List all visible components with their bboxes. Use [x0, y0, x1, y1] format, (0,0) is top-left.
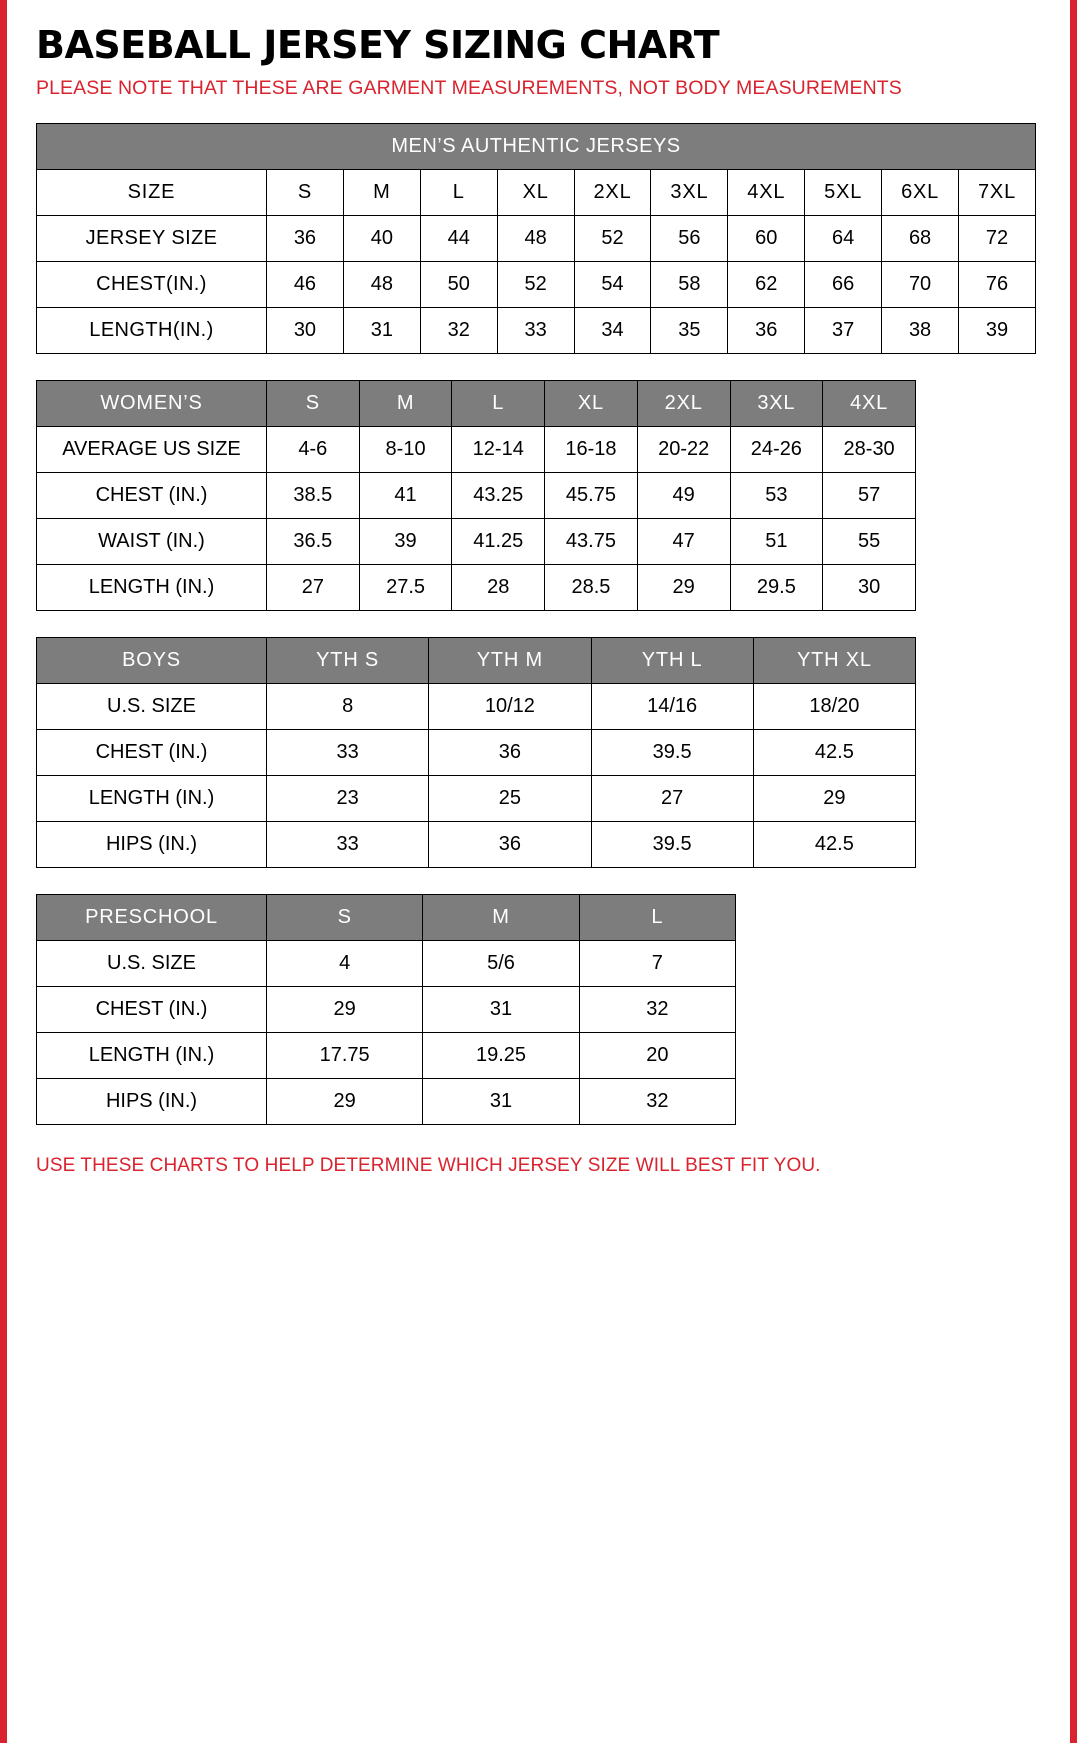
- table-cell: 47: [637, 518, 730, 564]
- table-cell: 28.5: [545, 564, 638, 610]
- boys-sizing-table: [36, 637, 916, 868]
- table-cell: 27.5: [359, 564, 452, 610]
- womens-size-l: L: [452, 380, 545, 426]
- table-row: [37, 472, 916, 518]
- table-cell: 36: [429, 821, 591, 867]
- table-cell: 37: [805, 307, 882, 353]
- table-cell: 27: [591, 775, 753, 821]
- table-cell: 41.25: [452, 518, 545, 564]
- mens-header-row: [37, 169, 1036, 215]
- table-row: [37, 729, 916, 775]
- boys-row-label-length: LENGTH (IN.): [37, 775, 267, 821]
- boys-row-label-chest: CHEST (IN.): [37, 729, 267, 775]
- table-cell: 30: [267, 307, 344, 353]
- table-cell: 39: [359, 518, 452, 564]
- table-cell: 30: [823, 564, 916, 610]
- mens-size-4xl: 4XL: [728, 169, 805, 215]
- table-row: [37, 683, 916, 729]
- mens-row-label-jersey-size: JERSEY SIZE: [37, 215, 267, 261]
- table-cell: 68: [882, 215, 959, 261]
- table-cell: 16-18: [545, 426, 638, 472]
- table-cell: 39: [959, 307, 1036, 353]
- womens-sizing-table: [36, 380, 916, 611]
- table-cell: 42.5: [753, 729, 915, 775]
- table-row: [37, 1032, 736, 1078]
- table-cell: 20: [579, 1032, 735, 1078]
- table-cell: 43.25: [452, 472, 545, 518]
- table-row: [37, 426, 916, 472]
- mens-size-label: SIZE: [37, 169, 267, 215]
- boys-size-yth-l: YTH L: [591, 637, 753, 683]
- table-cell: 57: [823, 472, 916, 518]
- table-cell: 8: [267, 683, 429, 729]
- table-cell: 23: [267, 775, 429, 821]
- womens-row-label-average-us-size: AVERAGE US SIZE: [37, 426, 267, 472]
- table-cell: 32: [420, 307, 497, 353]
- preschool-size-m: M: [423, 894, 579, 940]
- womens-size-3xl: 3XL: [730, 380, 823, 426]
- table-cell: 52: [497, 261, 574, 307]
- womens-header-label: WOMEN’S: [37, 380, 267, 426]
- table-cell: 64: [805, 215, 882, 261]
- womens-header-row: [37, 380, 916, 426]
- table-cell: 32: [579, 986, 735, 1032]
- table-cell: 29: [637, 564, 730, 610]
- mens-size-m: M: [343, 169, 420, 215]
- table-cell: 53: [730, 472, 823, 518]
- table-cell: 44: [420, 215, 497, 261]
- mens-size-3xl: 3XL: [651, 169, 728, 215]
- table-cell: 66: [805, 261, 882, 307]
- table-cell: 48: [343, 261, 420, 307]
- boys-size-yth-s: YTH S: [267, 637, 429, 683]
- table-cell: 25: [429, 775, 591, 821]
- preschool-header-label: PRESCHOOL: [37, 894, 267, 940]
- mens-sizing-table: [36, 123, 1036, 354]
- table-cell: 17.75: [267, 1032, 423, 1078]
- table-cell: 56: [651, 215, 728, 261]
- womens-size-2xl: 2XL: [637, 380, 730, 426]
- table-row: [37, 986, 736, 1032]
- table-cell: 39.5: [591, 821, 753, 867]
- table-cell: 40: [343, 215, 420, 261]
- mens-size-xl: XL: [497, 169, 574, 215]
- table-cell: 31: [423, 986, 579, 1032]
- table-row: [37, 1078, 736, 1124]
- table-cell: 49: [637, 472, 730, 518]
- preschool-header-row: [37, 894, 736, 940]
- table-cell: 55: [823, 518, 916, 564]
- table-cell: 4: [267, 940, 423, 986]
- table-cell: 28: [452, 564, 545, 610]
- table-cell: 38.5: [267, 472, 360, 518]
- boys-row-label-hips: HIPS (IN.): [37, 821, 267, 867]
- table-cell: 45.75: [545, 472, 638, 518]
- table-cell: 48: [497, 215, 574, 261]
- table-cell: 62: [728, 261, 805, 307]
- table-cell: 28-30: [823, 426, 916, 472]
- boys-row-label-us-size: U.S. SIZE: [37, 683, 267, 729]
- footer-note: USE THESE CHARTS TO HELP DETERMINE WHICH JERSEY SIZE WILL BEST FIT YOU.: [36, 1154, 821, 1176]
- table-cell: 43.75: [545, 518, 638, 564]
- table-cell: 20-22: [637, 426, 730, 472]
- mens-size-7xl: 7XL: [959, 169, 1036, 215]
- measurement-note: PLEASE NOTE THAT THESE ARE GARMENT MEASUREMENTS, NOT BODY MEASUREMENTS: [36, 76, 902, 99]
- table-cell: 46: [267, 261, 344, 307]
- table-cell: 36: [728, 307, 805, 353]
- preschool-sizing-table: [36, 894, 736, 1125]
- womens-row-label-length: LENGTH (IN.): [37, 564, 267, 610]
- table-cell: 33: [497, 307, 574, 353]
- table-cell: 12-14: [452, 426, 545, 472]
- mens-size-6xl: 6XL: [882, 169, 959, 215]
- table-cell: 35: [651, 307, 728, 353]
- table-row: [37, 518, 916, 564]
- womens-row-label-chest: CHEST (IN.): [37, 472, 267, 518]
- table-cell: 51: [730, 518, 823, 564]
- table-cell: 7: [579, 940, 735, 986]
- table-cell: 29: [267, 1078, 423, 1124]
- table-row: [37, 261, 1036, 307]
- womens-row-label-waist: WAIST (IN.): [37, 518, 267, 564]
- preschool-size-l: L: [579, 894, 735, 940]
- table-row: [37, 775, 916, 821]
- table-cell: 72: [959, 215, 1036, 261]
- table-cell: 18/20: [753, 683, 915, 729]
- table-row: [37, 564, 916, 610]
- mens-size-2xl: 2XL: [574, 169, 651, 215]
- table-row: [37, 215, 1036, 261]
- mens-band-row: [37, 123, 1036, 169]
- table-cell: 29.5: [730, 564, 823, 610]
- preschool-size-s: S: [267, 894, 423, 940]
- mens-size-l: L: [420, 169, 497, 215]
- table-cell: 58: [651, 261, 728, 307]
- preschool-row-label-hips: HIPS (IN.): [37, 1078, 267, 1124]
- table-cell: 41: [359, 472, 452, 518]
- boys-header-label: BOYS: [37, 637, 267, 683]
- table-cell: 36: [429, 729, 591, 775]
- table-cell: 31: [343, 307, 420, 353]
- page-title: BASEBALL JERSEY SIZING CHART: [36, 23, 720, 67]
- table-cell: 38: [882, 307, 959, 353]
- table-cell: 33: [267, 821, 429, 867]
- table-row: [37, 821, 916, 867]
- preschool-row-label-length: LENGTH (IN.): [37, 1032, 267, 1078]
- boys-header-row: [37, 637, 916, 683]
- table-cell: 29: [267, 986, 423, 1032]
- table-cell: 8-10: [359, 426, 452, 472]
- womens-size-m: M: [359, 380, 452, 426]
- mens-band-title: MEN’S AUTHENTIC JERSEYS: [37, 123, 1036, 169]
- table-cell: 29: [753, 775, 915, 821]
- table-cell: 4-6: [267, 426, 360, 472]
- table-cell: 39.5: [591, 729, 753, 775]
- boys-size-yth-xl: YTH XL: [753, 637, 915, 683]
- mens-size-s: S: [267, 169, 344, 215]
- womens-size-s: S: [267, 380, 360, 426]
- table-row: [37, 940, 736, 986]
- womens-size-4xl: 4XL: [823, 380, 916, 426]
- table-cell: 34: [574, 307, 651, 353]
- table-cell: 31: [423, 1078, 579, 1124]
- table-cell: 32: [579, 1078, 735, 1124]
- boys-size-yth-m: YTH M: [429, 637, 591, 683]
- table-cell: 14/16: [591, 683, 753, 729]
- mens-row-label-length: LENGTH(IN.): [37, 307, 267, 353]
- table-cell: 27: [267, 564, 360, 610]
- table-cell: 60: [728, 215, 805, 261]
- table-cell: 42.5: [753, 821, 915, 867]
- table-cell: 19.25: [423, 1032, 579, 1078]
- table-cell: 70: [882, 261, 959, 307]
- table-cell: 76: [959, 261, 1036, 307]
- table-row: [37, 307, 1036, 353]
- table-cell: 36.5: [267, 518, 360, 564]
- table-cell: 36: [267, 215, 344, 261]
- table-cell: 33: [267, 729, 429, 775]
- table-cell: 10/12: [429, 683, 591, 729]
- mens-row-label-chest: CHEST(IN.): [37, 261, 267, 307]
- table-cell: 50: [420, 261, 497, 307]
- table-cell: 54: [574, 261, 651, 307]
- table-cell: 24-26: [730, 426, 823, 472]
- mens-size-5xl: 5XL: [805, 169, 882, 215]
- preschool-row-label-us-size: U.S. SIZE: [37, 940, 267, 986]
- preschool-row-label-chest: CHEST (IN.): [37, 986, 267, 1032]
- table-cell: 5/6: [423, 940, 579, 986]
- table-cell: 52: [574, 215, 651, 261]
- womens-size-xl: XL: [545, 380, 638, 426]
